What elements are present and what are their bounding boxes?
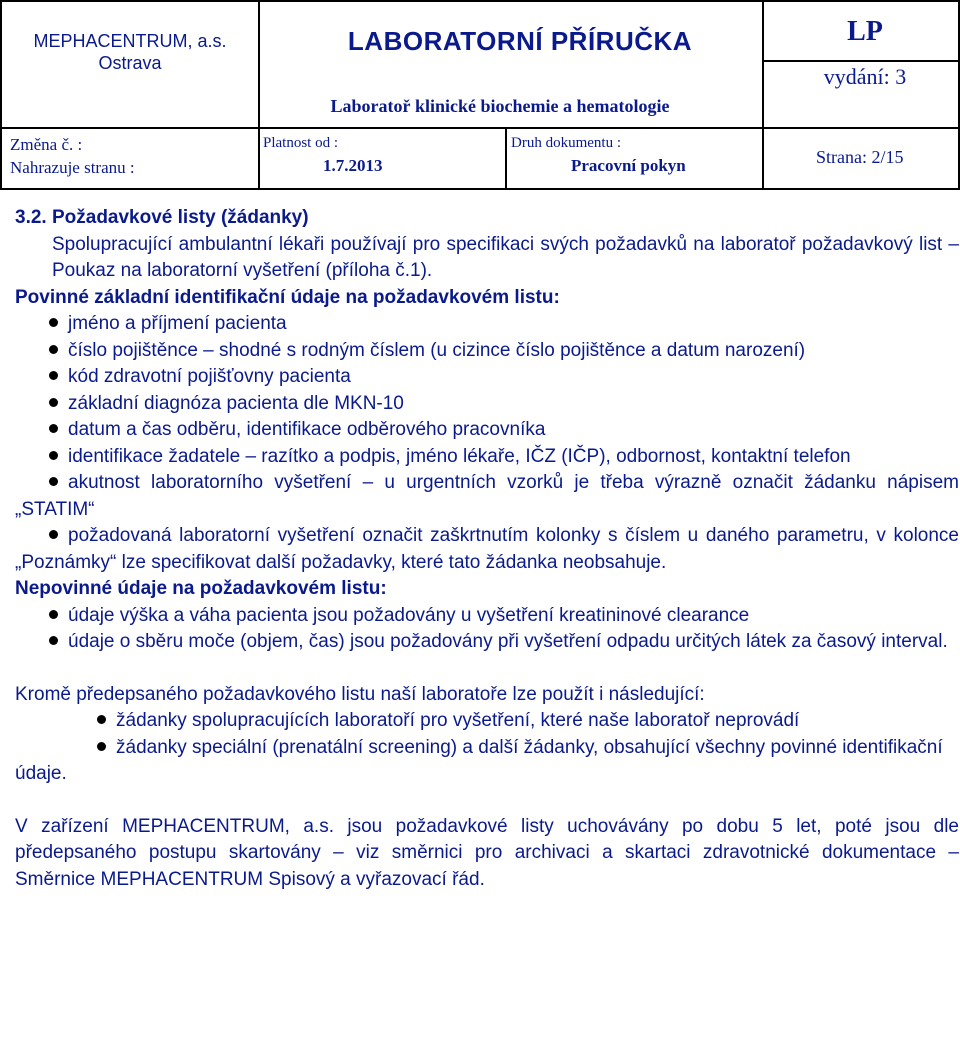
bullet-icon: [49, 398, 58, 407]
company-name: MEPHACENTRUM, a.s.: [33, 31, 227, 51]
other-requests-intro: Kromě předepsaného požadavkového listu naší laboratoře lze použít i následující:: [15, 683, 705, 705]
header-divider-2: [505, 127, 507, 190]
company-city: Ostrava: [98, 53, 162, 73]
page-number: Strana: 2/15: [816, 147, 904, 167]
list-item: datum a čas odběru, identifikace odběrového pracovníka: [15, 417, 959, 444]
bullet-icon: [49, 371, 58, 380]
archive-note: V zařízení MEPHACENTRUM, a.s. jsou požadavkové listy uchovávány po dobu 5 let, poté jsou dle předepsaného postupu skartovány – viz směrnici pro archivaci a skartaci zdravotnické dokumentace – Směrnice MEPHACENTRUM Spisový a vyřazovací řád.: [15, 815, 959, 890]
bullet-icon: [49, 424, 58, 433]
list-item: žádanky spolupracujících laboratoří pro vyšetření, které naše laboratoř neprovádí: [15, 708, 959, 735]
section-title: 3.2. Požadavkové listy (žádanky): [15, 207, 309, 228]
intro-text: Spolupracující ambulantní lékaři používají pro specifikaci svých požadavků na laboratoř požadavkový list – Poukaz na laboratorní vyšetření (příloha č.1).: [52, 233, 959, 281]
bullet-icon: [49, 318, 58, 327]
mandatory-heading: Povinné základní identifikační údaje na požadavkovém listu:: [15, 286, 560, 308]
laboratory-name: Laboratoř klinické biochemie a hematologie: [330, 96, 670, 116]
document-title: LABORATORNÍ PŘÍRUČKA: [347, 26, 693, 56]
list-item: údaje výška a váha pacienta jsou požadovány u vyšetření kreatininové clearance: [15, 603, 959, 630]
bullet-icon: [97, 715, 106, 724]
mandatory-list: [15, 311, 959, 576]
document-header: [0, 0, 960, 192]
list-item: jméno a příjmení pacienta: [15, 311, 959, 338]
bullet-icon: [49, 451, 58, 460]
bullet-icon: [49, 530, 58, 539]
list-item: žádanky speciální (prenatální screening) a další žádanky, obsahující všechny povinné identifikační údaje.: [15, 736, 943, 784]
other-requests-list: [15, 708, 959, 788]
list-item: akutnost laboratorního vyšetření – u urgentních vzorků je třeba výrazně označit žádanku nápisem „STATIM“: [15, 472, 959, 520]
header-lp-border: [762, 60, 960, 62]
bullet-icon: [49, 477, 58, 486]
header-top-border: [0, 0, 960, 2]
validity-label: Platnost od :: [263, 135, 339, 151]
change-number-label: Změna č. :: [10, 135, 83, 154]
list-item: kód zdravotní pojišťovny pacienta: [15, 364, 959, 391]
optional-list: [15, 603, 959, 656]
document-code: LP: [847, 16, 883, 47]
document-body: [15, 205, 959, 893]
bullet-icon: [49, 610, 58, 619]
company-block: [10, 30, 250, 74]
intro-paragraph: [15, 232, 959, 285]
edition-label: vydání: 3: [823, 64, 907, 89]
header-divider-3: [762, 0, 764, 190]
validity-date: 1.7.2013: [323, 156, 383, 175]
header-left-border: [0, 0, 2, 190]
bullet-icon: [49, 345, 58, 354]
header-divider-1: [258, 0, 260, 190]
list-item: základní diagnóza pacienta dle MKN-10: [15, 391, 959, 418]
list-item: požadovaná laboratorní vyšetření označit zaškrtnutím kolonky s číslem u daného parametru, v kolonce „Poznámky“ lze specifikovat další požadavky, které tato žádanka neobsahuje.: [15, 525, 959, 573]
bullet-icon: [97, 742, 106, 751]
document-type-value: Pracovní pokyn: [571, 156, 686, 175]
document-type-label: Druh dokumentu :: [511, 135, 621, 151]
optional-heading: Nepovinné údaje na požadavkovém listu:: [15, 578, 387, 599]
header-bottom-border: [0, 188, 960, 190]
list-item: údaje o sběru moče (objem, čas) jsou požadovány při vyšetření odpadu určitých látek za časový interval.: [15, 629, 959, 656]
header-middle-border: [0, 127, 960, 129]
list-item: identifikace žadatele – razítko a podpis, jméno lékaře, IČZ (IČP), odbornost, kontaktní telefon: [15, 444, 959, 471]
list-item: číslo pojištěnce – shodné s rodným číslem (u cizince číslo pojištěnce a datum narození): [15, 338, 959, 365]
bullet-icon: [49, 636, 58, 645]
replaces-page-label: Nahrazuje stranu :: [10, 158, 135, 177]
